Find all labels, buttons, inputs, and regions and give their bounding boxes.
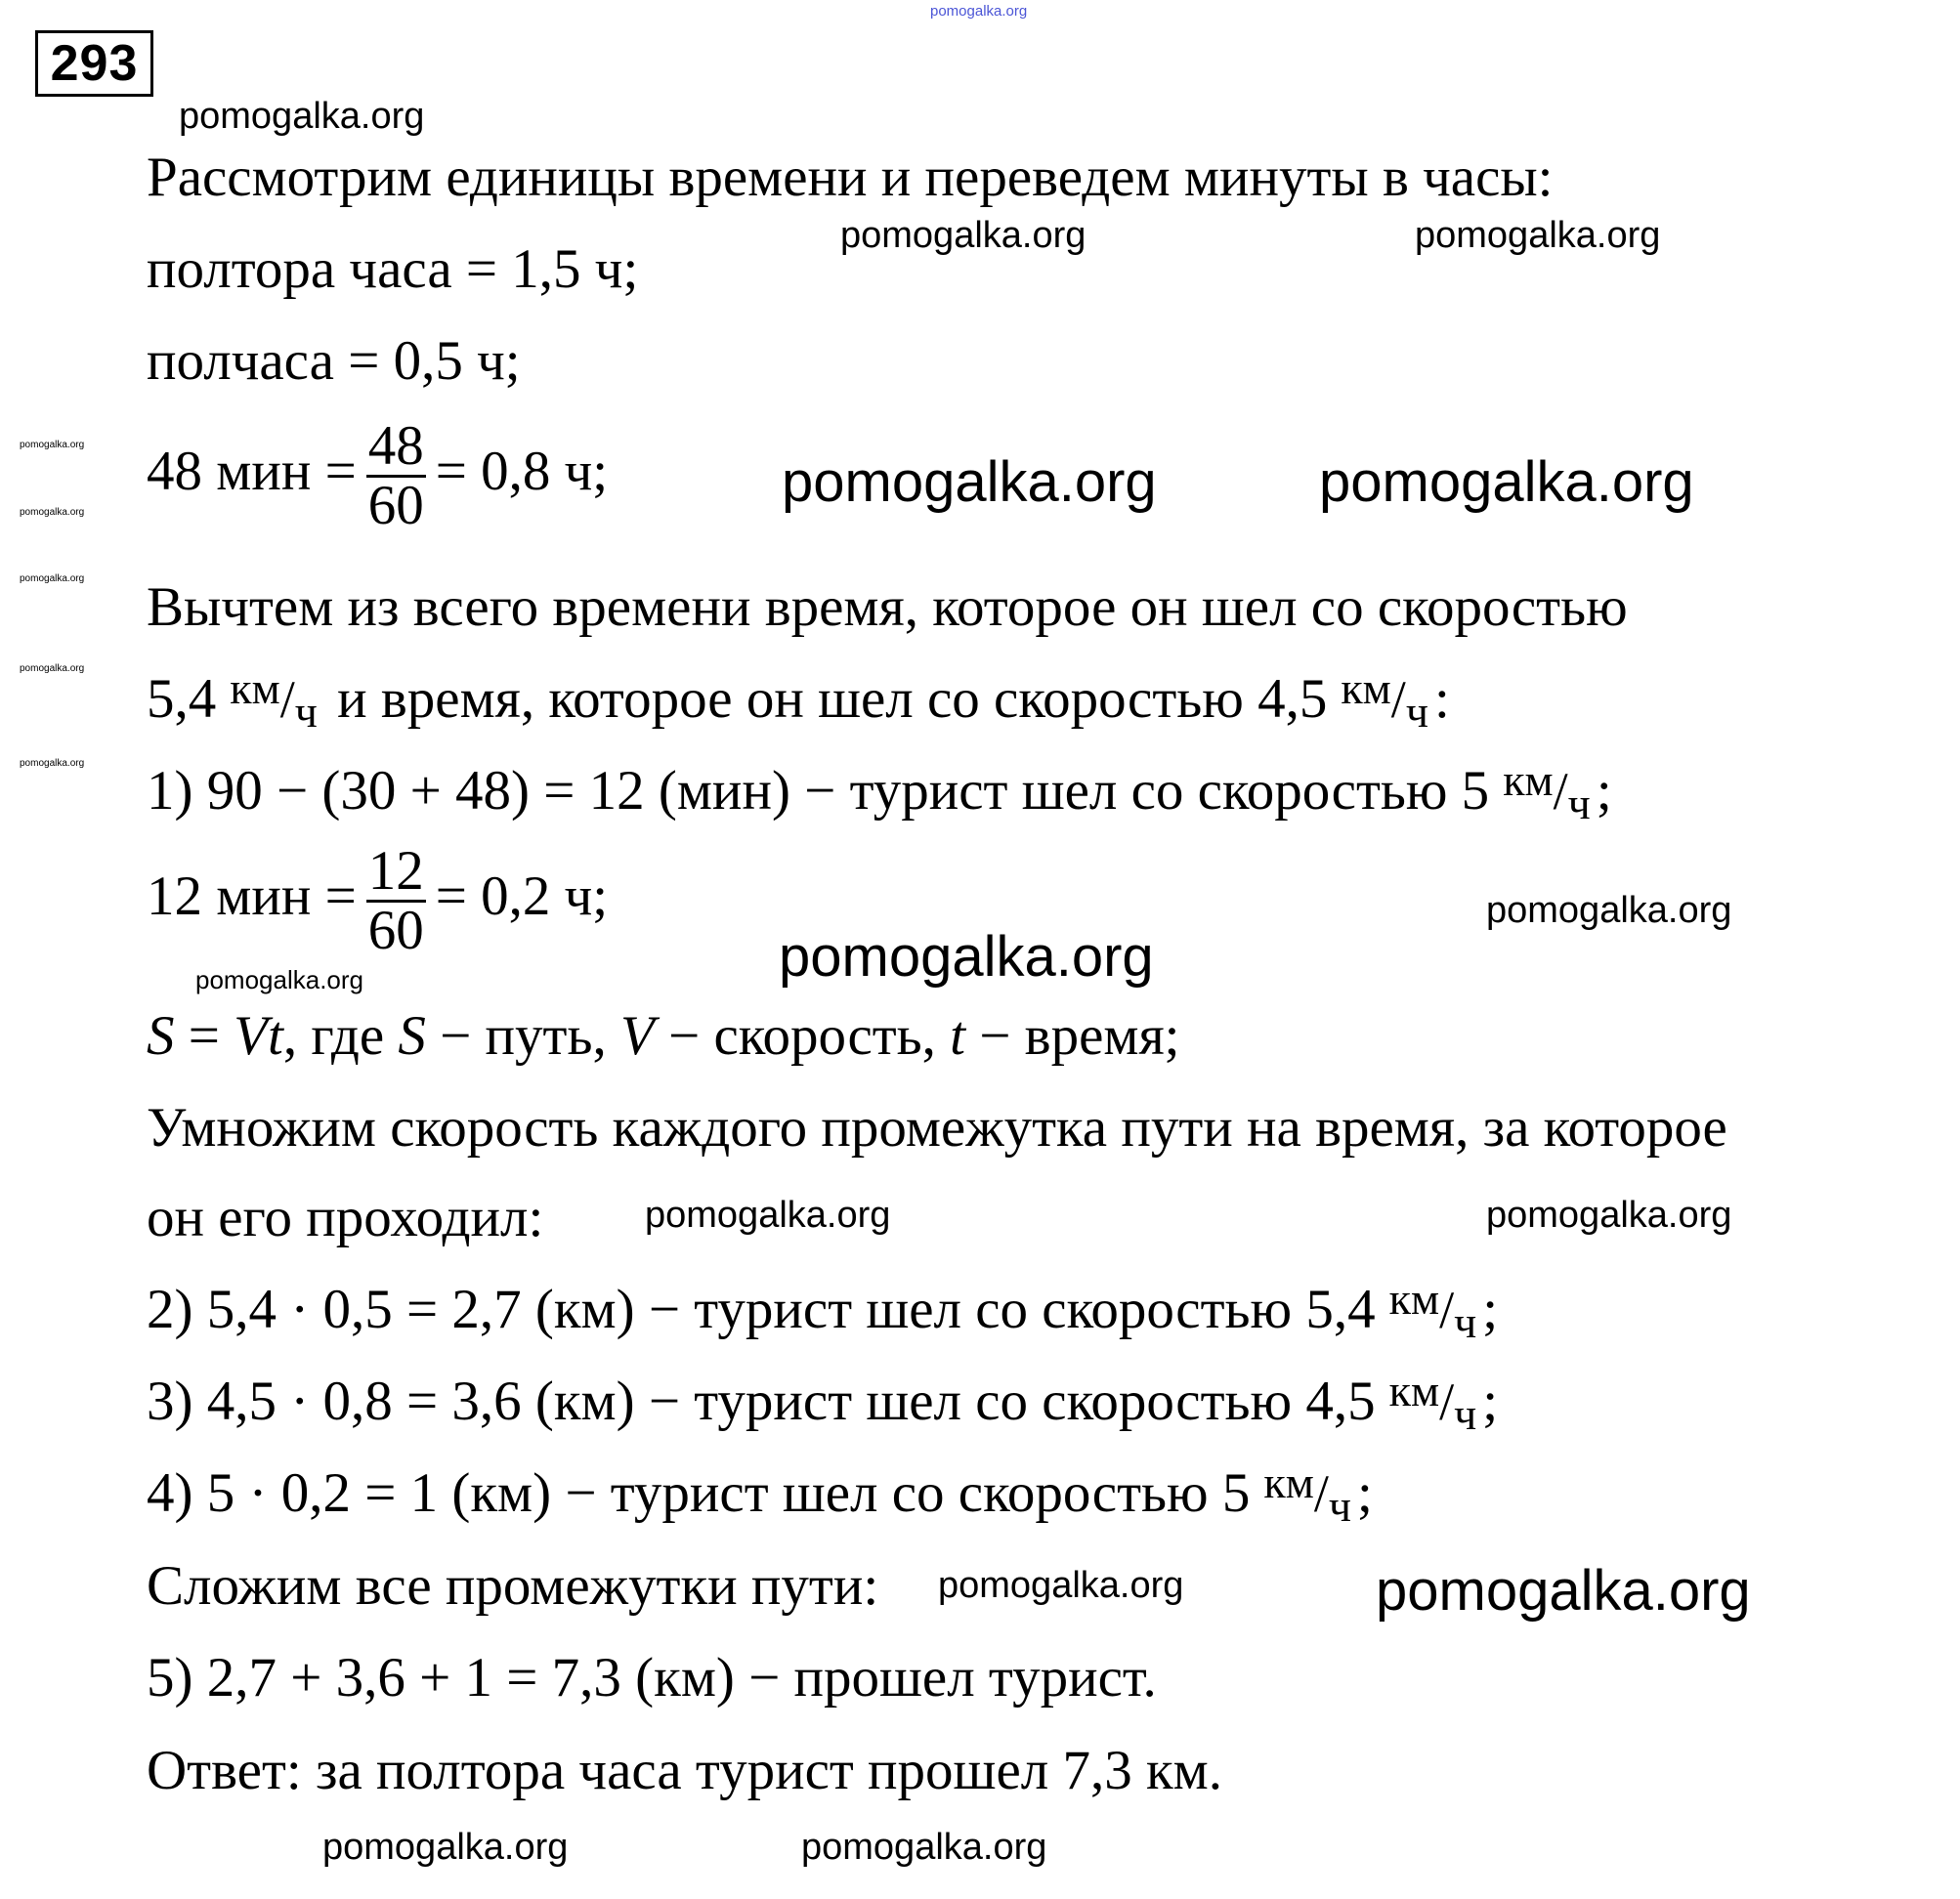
fraction-denominator: 60 <box>367 475 424 537</box>
unit-numerator: км <box>1388 1366 1440 1415</box>
text-segment: Вычтем из всего времени время, которое он шел со скоростью <box>147 576 1628 638</box>
watermark: pomogalka.org <box>938 1565 1184 1606</box>
text-segment: он его проходил: <box>147 1187 544 1248</box>
text-line <box>147 1184 543 1252</box>
text-line <box>147 840 609 962</box>
unit-km-per-h <box>1388 1274 1477 1347</box>
unit-denominator: ч <box>1567 779 1591 828</box>
text-line <box>147 415 609 537</box>
unit-slash: / <box>1439 1372 1455 1431</box>
text-line <box>147 1737 1222 1805</box>
text-segment: полтора часа = 1,5 ч; <box>147 238 639 300</box>
watermark: pomogalka.org <box>1486 1195 1732 1236</box>
unit-km-per-h <box>230 663 318 737</box>
text-segment: 48 мин = <box>147 441 357 502</box>
unit-slash: / <box>279 670 295 729</box>
text-segment: ; <box>1482 1279 1499 1340</box>
watermark: pomogalka.org <box>782 450 1157 514</box>
text-segment: 5,4 <box>147 668 217 730</box>
text-line <box>147 1552 878 1621</box>
unit-numerator: км <box>230 663 280 713</box>
watermark: pomogalka.org <box>195 965 363 994</box>
text-segment: Сложим все промежутки пути: <box>147 1555 879 1617</box>
math-variable: Vt <box>234 1005 283 1067</box>
fraction-numerator: 12 <box>367 840 424 903</box>
unit-km-per-h <box>1341 663 1428 737</box>
unit-numerator: км <box>1341 663 1391 713</box>
text-segment: = 0,2 ч; <box>435 865 609 927</box>
unit-denominator: ч <box>294 687 318 737</box>
text-line <box>147 1644 1157 1712</box>
text-segment: − скорость, <box>654 1005 951 1067</box>
unit-numerator: км <box>1388 1274 1440 1324</box>
text-segment: и время, которое он шел со скоростью 4,5 <box>322 668 1328 730</box>
unit-denominator: ч <box>1405 687 1428 737</box>
watermark: pomogalka.org <box>645 1195 891 1236</box>
text-segment: = 0,8 ч; <box>435 441 609 502</box>
watermark: pomogalka.org <box>20 663 85 674</box>
unit-slash: / <box>1553 762 1568 821</box>
text-segment: ; <box>1482 1371 1499 1432</box>
unit-numerator: км <box>1503 755 1554 805</box>
watermark: pomogalka.org <box>20 507 85 518</box>
text-line <box>147 573 1628 642</box>
text-segment: : <box>1433 668 1450 730</box>
text-segment: Умножим скорость каждого промежутка пути на время, за которое <box>147 1097 1727 1159</box>
watermark: pomogalka.org <box>322 1827 569 1868</box>
text-line <box>147 1457 1373 1531</box>
fraction <box>366 840 426 962</box>
math-variable: S <box>147 1005 175 1067</box>
text-line <box>147 327 521 396</box>
watermark: pomogalka.org <box>1376 1559 1751 1623</box>
unit-km-per-h <box>1503 755 1591 828</box>
text-segment: ; <box>1356 1462 1373 1524</box>
watermark: pomogalka.org <box>779 925 1154 989</box>
text-line <box>147 1366 1499 1439</box>
text-segment: ; <box>1596 760 1612 822</box>
text-line <box>147 144 1554 212</box>
fraction <box>366 415 426 537</box>
text-segment: Ответ: за полтора часа турист прошел 7,3 км. <box>147 1740 1222 1801</box>
text-segment: = <box>174 1005 234 1067</box>
watermark: pomogalka.org <box>1415 215 1661 256</box>
watermark: pomogalka.org <box>930 3 1028 20</box>
text-segment: 12 мин = <box>147 865 357 927</box>
unit-slash: / <box>1439 1281 1455 1339</box>
unit-denominator: ч <box>1454 1389 1477 1439</box>
text-line <box>147 235 638 304</box>
unit-km-per-h <box>1263 1457 1351 1531</box>
watermark: pomogalka.org <box>1486 890 1732 931</box>
text-segment: , где <box>282 1005 399 1067</box>
unit-denominator: ч <box>1454 1297 1477 1347</box>
math-variable: V <box>619 1005 655 1067</box>
unit-numerator: км <box>1263 1457 1314 1507</box>
text-segment: − время; <box>965 1005 1180 1067</box>
watermark: pomogalka.org <box>840 215 1087 256</box>
watermark: pomogalka.org <box>20 440 85 450</box>
text-line <box>147 663 1450 737</box>
unit-denominator: ч <box>1328 1481 1351 1531</box>
math-variable: S <box>398 1005 426 1067</box>
watermark: pomogalka.org <box>20 758 85 769</box>
watermark: pomogalka.org <box>801 1827 1047 1868</box>
text-segment: 3) 4,5 · 0,8 = 3,6 (км) − турист шел со скоростью 4,5 <box>147 1371 1376 1432</box>
text-segment: 5) 2,7 + 3,6 + 1 = 7,3 (км) − прошел турист. <box>147 1647 1157 1709</box>
text-segment: − путь, <box>425 1005 620 1067</box>
text-segment: полчаса = 0,5 ч; <box>147 330 521 392</box>
watermark: pomogalka.org <box>179 96 425 137</box>
text-segment: 4) 5 · 0,2 = 1 (км) − турист шел со скоростью 5 <box>147 1462 1251 1524</box>
unit-slash: / <box>1313 1464 1329 1523</box>
text-line <box>147 1002 1180 1071</box>
text-line <box>147 1094 1727 1162</box>
fraction-numerator: 48 <box>367 415 424 478</box>
fraction-denominator: 60 <box>367 900 424 962</box>
text-line <box>147 755 1612 828</box>
text-segment: 2) 5,4 · 0,5 = 2,7 (км) − турист шел со скоростью 5,4 <box>147 1279 1376 1340</box>
watermark: pomogalka.org <box>1319 450 1694 514</box>
watermark: pomogalka.org <box>20 573 85 584</box>
text-segment: Рассмотрим единицы времени и переведем минуты в часы: <box>147 147 1554 208</box>
problem-number: 293 <box>35 30 153 97</box>
unit-km-per-h <box>1388 1366 1477 1439</box>
text-line <box>147 1274 1499 1347</box>
text-segment: 1) 90 − (30 + 48) = 12 (мин) − турист шел со скоростью 5 <box>147 760 1490 822</box>
math-variable: t <box>950 1005 966 1067</box>
unit-slash: / <box>1390 670 1406 729</box>
